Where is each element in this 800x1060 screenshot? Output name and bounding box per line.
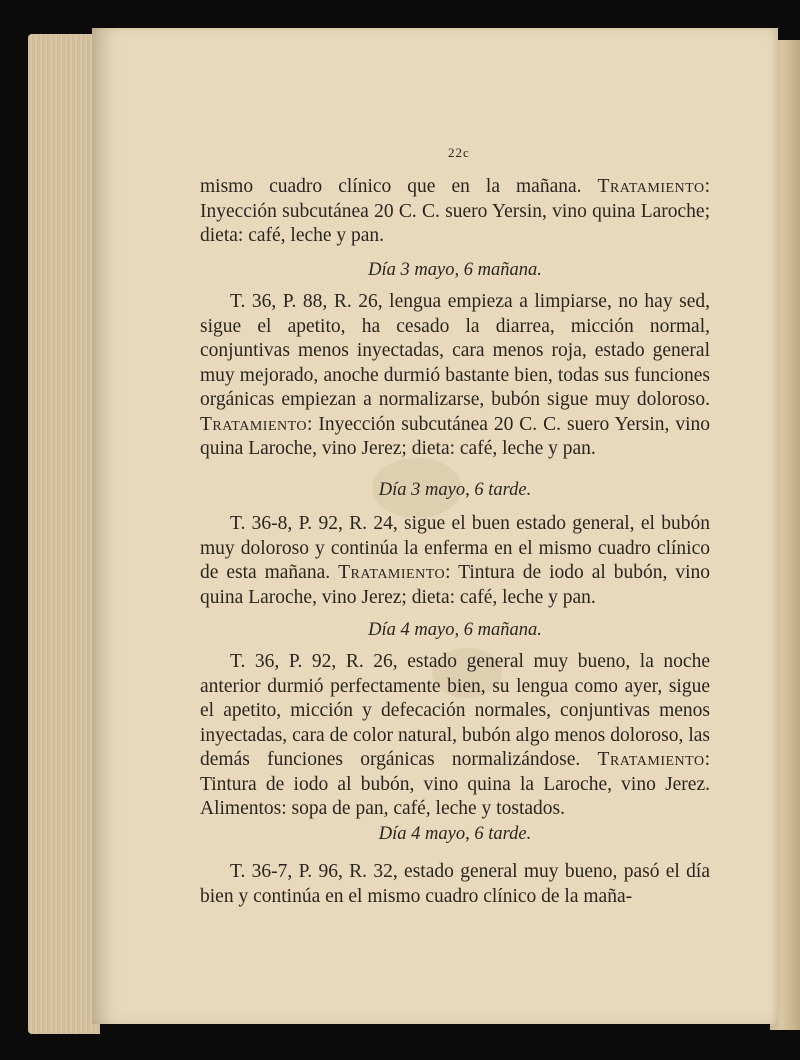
paragraph-text: T. 36, P. 88, R. 26, lengua empieza a limpiarse, no hay sed, sigue el apetito, ha cesado la diarrea, micción normal, conjuntivas menos inyectadas, cara menos roja, estado general muy mejorado, anoche durmió bastante bien, todas sus funciones orgánicas empiezan a normalizarse, bubón sigue muy doloroso.	[200, 291, 710, 410]
treatment-label: Tratamiento	[200, 413, 308, 435]
section-heading: Día 4 mayo, 6 tarde.	[378, 824, 532, 844]
paragraph-text: T. 36-8, P. 92, R. 24, sigue el buen estado general, el bubón muy doloroso y continúa la enferma en el mismo cuadro clínico de esta mañana.	[200, 513, 710, 583]
treatment-label: Tratamiento	[597, 176, 705, 197]
paragraph	[200, 290, 710, 462]
treatment-label: Tratamiento	[338, 562, 446, 583]
paragraph-text: T. 36-7, P. 96, R. 32, estado general muy bueno, pasó el día bien y continúa en el mismo cuadro clínico de la maña-	[200, 861, 710, 907]
paragraph-text: : Tintura de iodo al bubón, vino quina la Laroche, vino Jerez. Alimentos: sopa de pan, café, leche y tostados.	[200, 749, 710, 819]
paragraph-text: : Inyección subcutánea 20 C. C. suero Yersin, vino quina Laroche, vino Jerez; dieta: café, leche y pan.	[200, 413, 710, 459]
paragraph-text: : Tintura de iodo al bubón, vino quina Laroche, vino Jerez; dieta: café, leche y pan.	[200, 562, 711, 608]
paragraph	[200, 175, 710, 249]
treatment-label: Tratamiento	[597, 749, 705, 770]
paragraph	[200, 860, 710, 909]
section-heading: Día 3 mayo, 6 mañana.	[368, 260, 542, 280]
paragraph	[200, 512, 710, 610]
section-heading: Día 3 mayo, 6 tarde.	[378, 480, 532, 500]
page-number: 22c	[448, 145, 470, 160]
paragraph-text: T. 36, P. 92, R. 26, estado general muy bueno, la noche anterior durmió perfectamente bien, su lengua como ayer, sigue el apetito, micción y defecación normales, conjuntivas menos inyectadas, cara de color natural, bubón algo menos doloroso, las demás funciones orgánicas normalizándose.	[200, 651, 710, 770]
paragraph	[200, 650, 710, 822]
paragraph-text: mismo cuadro clínico que en la mañana.	[200, 176, 598, 197]
section-heading: Día 4 mayo, 6 mañana.	[368, 620, 542, 640]
book-page-edges	[28, 34, 100, 1034]
paragraph-text: : Inyección subcutánea 20 C. C. suero Yersin, vino quina Laroche; dieta: café, leche y pan.	[200, 176, 710, 246]
